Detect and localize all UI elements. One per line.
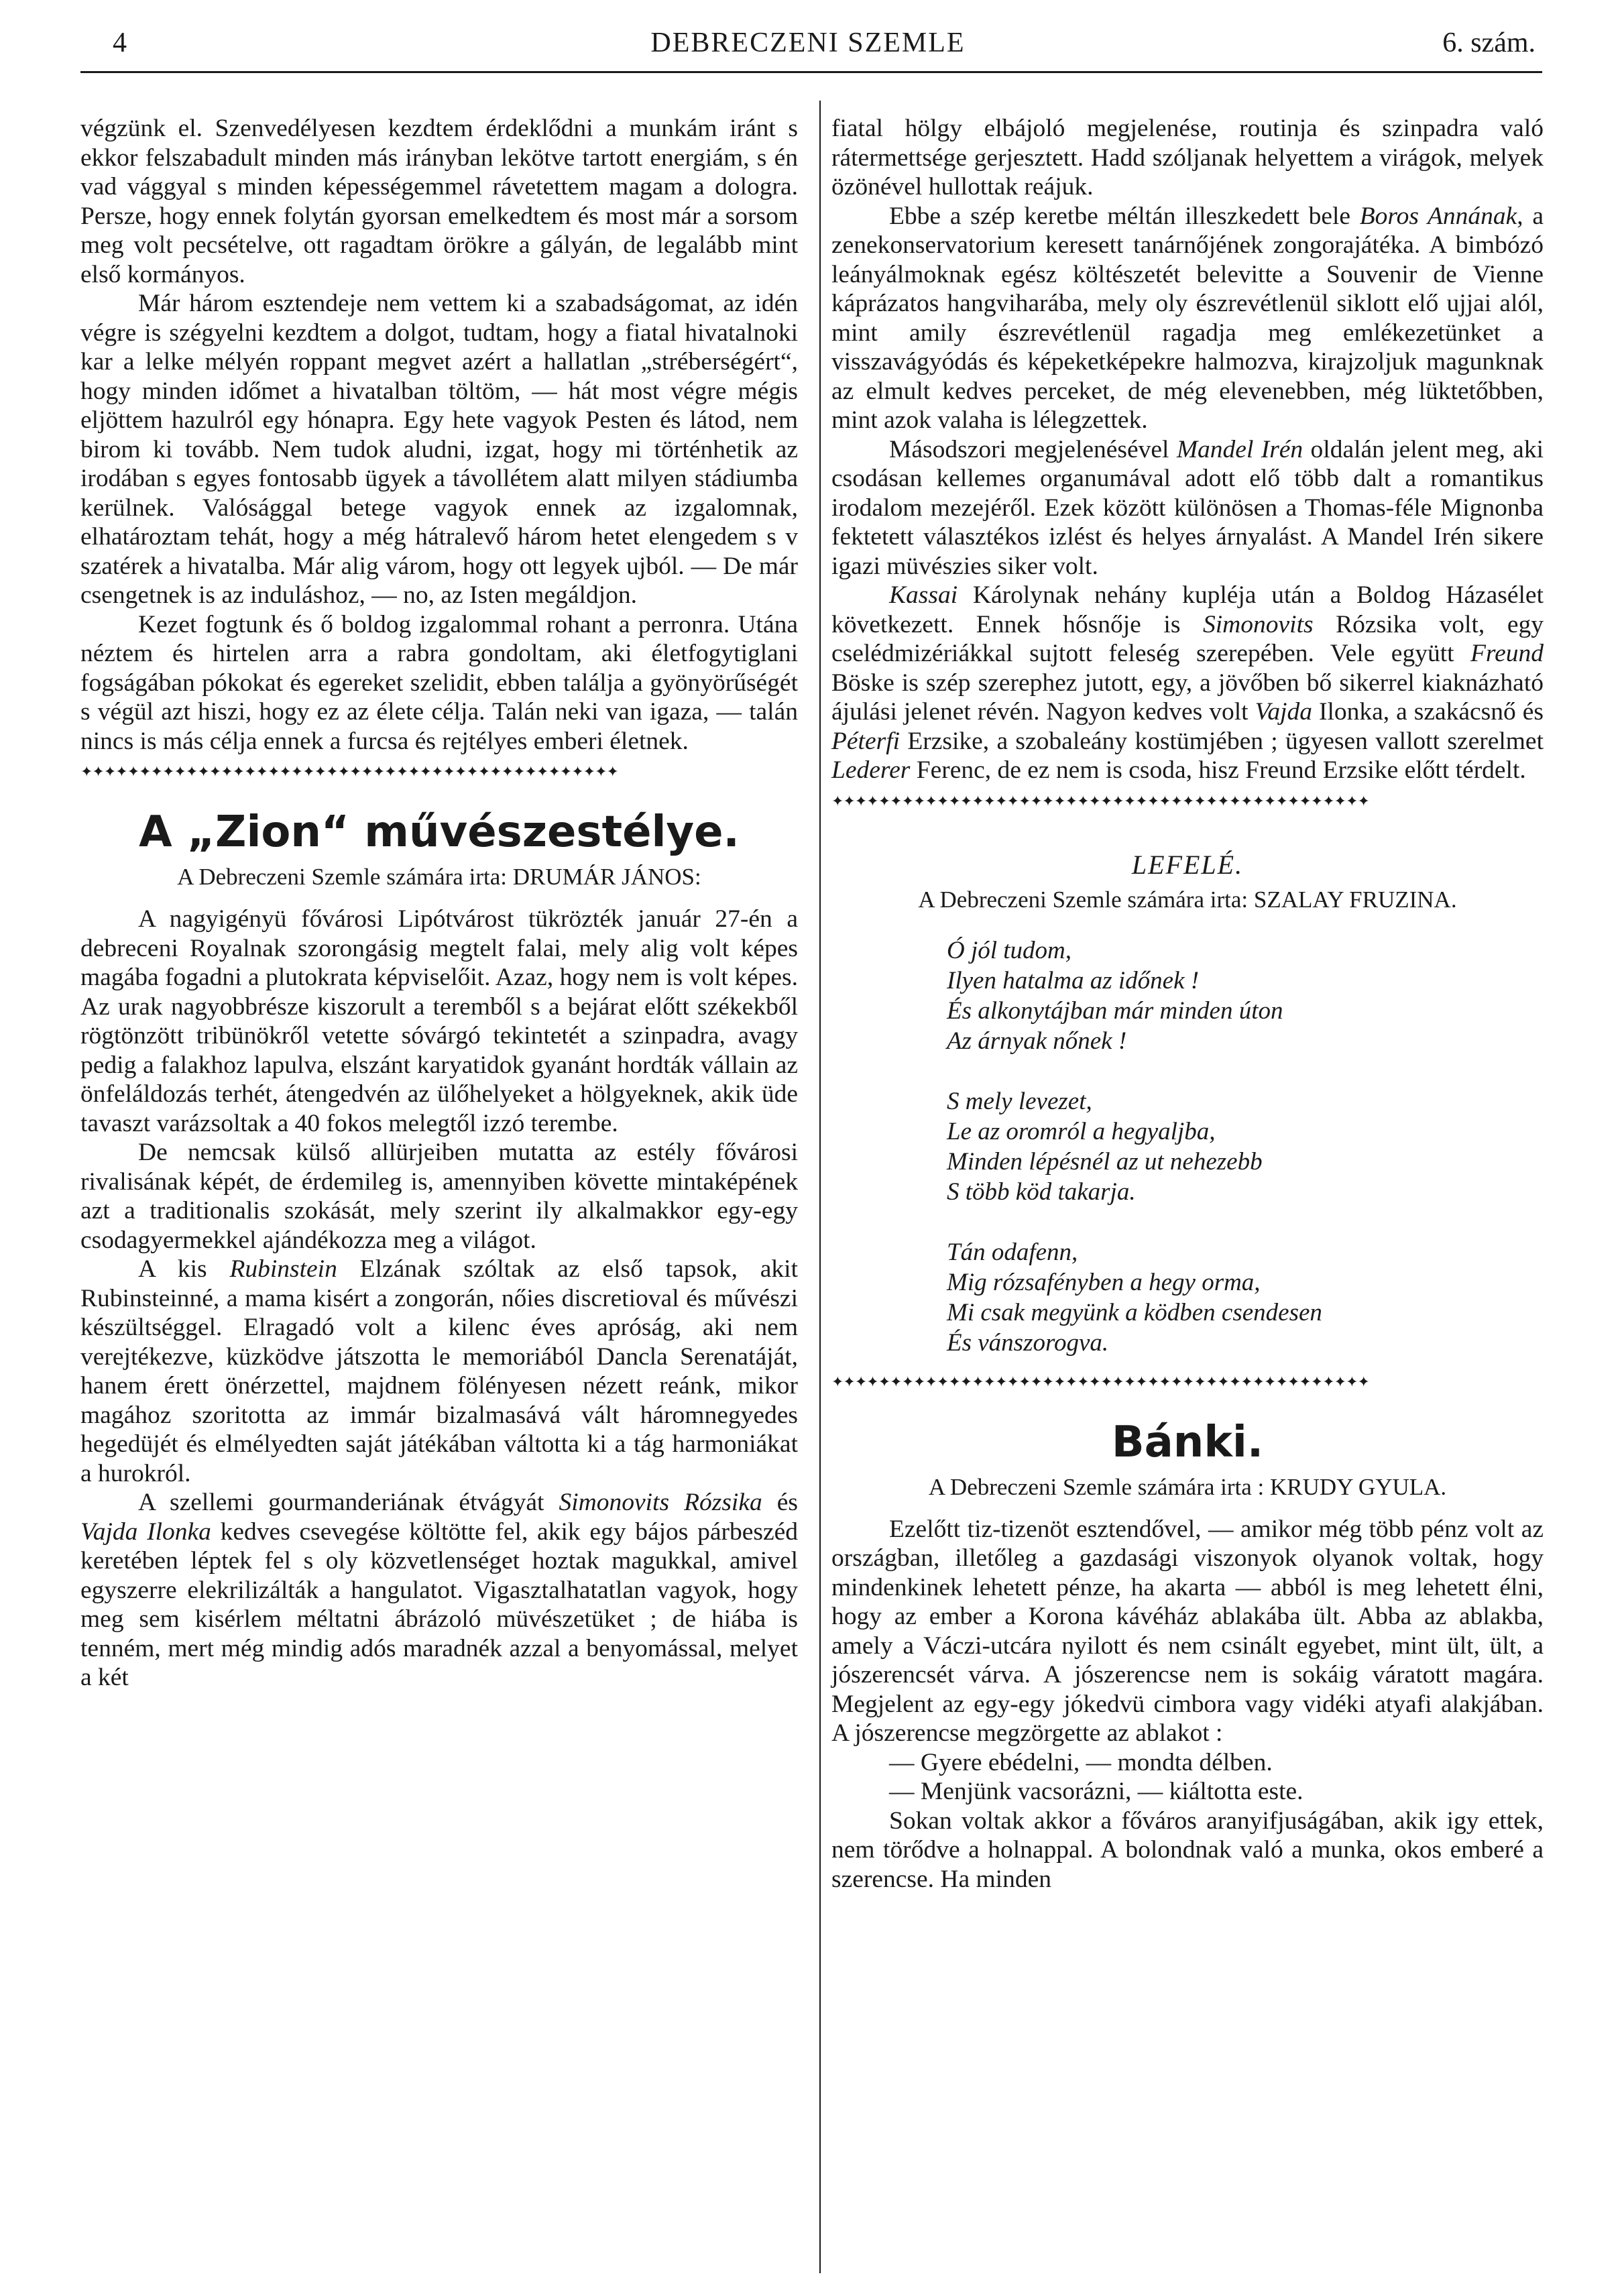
poem-stanza: [947, 1237, 1544, 1358]
poem-line: S mely levezet,: [947, 1087, 1092, 1115]
text-run: Ferenc, de ez nem is csoda, hisz Freund Erzsike előtt térdelt.: [910, 756, 1526, 784]
text-run: Rózsika volt, egy cselédmizériákkal sujtott feleség szerepében. Vele együtt: [831, 610, 1544, 667]
left-column: [80, 114, 798, 1693]
person-name: Péterfi: [831, 727, 901, 755]
article-paragraph: [831, 202, 1544, 435]
ornamental-divider: ✦✦✦✦✦✦✦✦✦✦✦✦✦✦✦✦✦✦✦✦✦✦✦✦✦✦✦✦✦✦✦✦✦✦✦✦✦✦✦✦✦✦✦✦✦✦: [80, 764, 618, 781]
poem-line: És vánszorogva.: [947, 1328, 1109, 1357]
article-paragraph: [831, 435, 1544, 581]
person-name: Simonovits Rózsika: [559, 1489, 762, 1516]
dialogue-line: — Menjünk vacsorázni, — kiáltotta este.: [889, 1778, 1303, 1805]
article-paragraph: Sokan voltak akkor a főváros aranyifjuságában, akik igy ettek, nem törődve a holnappal. A bolondnak való a munka, okos emberé a szerencse. Ha minden: [831, 1807, 1544, 1893]
article-paragraph: [80, 1255, 798, 1488]
text-run: Böske is szép szerephez jutott, egy, a jövőben bő sikerrel kiaknázható ájulási jelenet révén. Nagyon kedves volt: [831, 669, 1544, 726]
article-title: A „Zion“ művészestélye.: [139, 807, 740, 857]
person-name: Freund: [1470, 640, 1544, 667]
article-paragraph: Ezelőtt tiz-tizenöt esztendővel, — amikor még több pénz volt az országban, illetőleg a gazdasági viszonyok olyanok voltak, hogy mindenkinek lehetett pénze, ha akarta — abból is meg lehetett élni, hogy az ember a Korona kávéház ablakába ült. Abba az ablakba, amely a Váczi-utcára nyilott és nem csinált egyebet, mint ült, ült, a jószerencsét várva. A jószerencse nem is sokáig váratott magára. Megjelent az egy-egy jókedvü cimbora vagy vidéki atyafi alakjában. A jószerencse megzörgette az ablakot :: [831, 1515, 1544, 1747]
article-title: Bánki.: [1111, 1417, 1264, 1467]
person-name: Vajda: [1255, 698, 1312, 726]
poem-stanza: [947, 1086, 1544, 1207]
person-name: Lederer: [831, 756, 911, 784]
ornamental-divider: ✦✦✦✦✦✦✦✦✦✦✦✦✦✦✦✦✦✦✦✦✦✦✦✦✦✦✦✦✦✦✦✦✦✦✦✦✦✦✦✦✦✦✦✦✦✦: [831, 1373, 1369, 1391]
poem-line: S több köd takarja.: [947, 1178, 1136, 1206]
poem-byline: A Debreczeni Szemle számára irta: SZALAY FRUZINA.: [918, 886, 1457, 913]
header-rule: [80, 71, 1542, 73]
poem-line: Ilyen hatalma az időnek !: [947, 966, 1200, 994]
person-name: Vajda Ilonka: [80, 1518, 211, 1546]
masthead-title: DEBRECZENI SZEMLE: [650, 27, 966, 58]
issue-number: 6. szám.: [1442, 27, 1535, 58]
article-byline: A Debreczeni Szemle számára irta : KRUDY GYULA.: [928, 1473, 1447, 1500]
person-name: Rubinstein: [229, 1255, 337, 1283]
text-run: A szellemi gourmanderiának étvágyát: [138, 1489, 559, 1516]
poem-line: Le az oromról a hegyaljba,: [947, 1117, 1216, 1145]
dialogue-line: — Gyere ebédelni, — mondta délben.: [889, 1748, 1273, 1776]
text-run: Másodszori megjelenésével: [889, 435, 1177, 463]
poem-title: LEFELÉ.: [1131, 849, 1244, 880]
poem-line: Mig rózsafényben a hegy orma,: [947, 1268, 1261, 1296]
continued-paragraph: Már három esztendeje nem vettem ki a szabadságomat, az idén végre is szégyelni kezdtem a dolgot, tudtam, hogy a fiatal hivatalnoki kar a lelke mélyén roppant megvet azért a hallatlan „stréberségért“, hogy minden időmet a hivatalban töltöm, — hát most végre mégis eljöttem hazulról egy hónapra. Egy hete vagyok Pesten és látod, nem birom ki tovább. Nem tudok aludni, izgat, hogy mi történhetik az irodában s egyes fontosabb ügyek a távollétem alatt milyen stádiumba kerülnek. Valósággal betege vagyok ennek az izgalomnak, elhatároztam tehát, hogy a még hátralevő három hetet elengedem s v szatérek a hivatalba. Már alig várom, hogy ott legyek ujból. — De már csengetnek is az induláshoz, — no, az Isten megáldjon.: [80, 290, 798, 609]
column-rule: [819, 101, 821, 2273]
text-run: oldalán jelent meg, aki csodásan kellemes organumával adott elő több dalt a romantikus irodalom mezejéről. Ezek között különösen a Thomas-féle Mignonba fektetett választékos izlést és helyes árnyalást. A Mandel Irén sikere igazi müvészies siker volt.: [831, 435, 1544, 580]
continued-paragraph: Kezet fogtunk és ő boldog izgalommal rohant a perronra. Utána néztem és hirtelen arra a rabra gondoltam, aki életfogytiglani fogságában pókokat és egereket szelidit, ebben találja a gyönyörűségét s végül azt hiszi, hogy ez az élete célja. Talán neki van igaza, — talán nincs is más célja ennek a furcsa és rejtélyes emberi életnek.: [80, 610, 798, 755]
text-run: Erzsike, a szobaleány kostümjében ; ügyesen vallott szerelmet: [900, 727, 1544, 755]
article-paragraph: A nagyigényü fővárosi Lipótvárost tükrözték január 27-én a debreceni Royalnak szorongásig megtelt falai, mely alig volt képes magába fogadni a plutokrata képviselőit. Azaz, hogy nem is volt képes. Az urak nagyobbrésze kiszorult a teremből s a bejárat előtt székekből rögtönzött tribünökről vetette sóvárgó tekintetét a szinpadra, avagy pedig a falakhoz lapulva, elszánt karyatidok gyanánt hordták vállain az önfeláldozás terhét, átengedvén az ülőhelyeket a hölgyeknek, akik üde tavaszt varázsoltak a 40 fokos melegtől izzó terembe.: [80, 905, 798, 1137]
person-name: Simonovits: [1203, 610, 1314, 638]
text-run: Ebbe a szép keretbe méltán illeszkedett bele: [889, 202, 1360, 230]
continued-paragraph: fiatal hölgy elbájoló megjelenése, routinja és szinpadra való rátermettsége gerjesztett. Hadd szóljanak helyettem a virágok, melyek özönével hullottak reájuk.: [831, 115, 1544, 201]
text-run: Elzának szóltak az első tapsok, akit Rubinsteinné, a mama kisért a zongorán, nőies discretioval és művészi készültséggel. Elragadó volt a kilenc éves apróság, aki nem verejtékezve, küzködve játszotta le memoriából Dancla Serenatáját, hanem érett önérzettel, majdnem fölényesen nézett reánk, mikor magához szoritotta az immár bizalmasává vált háromnegyedes hegedüjét és elmélyedten saját játékában váltotta ki a tág harmoniákat a hurokról.: [80, 1255, 798, 1487]
text-run: Ilonka, a szakácsnő és: [1312, 698, 1544, 726]
poem-line: Az árnyak nőnek !: [947, 1027, 1127, 1055]
poem-line: Mi csak megyünk a ködben csendesen: [947, 1298, 1322, 1326]
person-name: Boros Annának: [1359, 202, 1517, 230]
poem-line: Ó jól tudom,: [947, 936, 1072, 964]
person-name: Mandel Irén: [1176, 435, 1303, 463]
article-paragraph: [80, 1488, 798, 1693]
continued-paragraph: végzünk el. Szenvedélyesen kezdtem érdeklődni a munkám iránt s ekkor felszabadult minden más irányban lekötve tartott energiám, s én vad vággyal s minden képességemmel rávetettem magam a dologra. Persze, hogy ennek folytán gyorsan emelkedtem és most már a sorsom meg volt pecsételve, ott ragadtam örökre a gályán, de legalább mint első kormányos.: [80, 115, 798, 288]
person-name: Kassai: [889, 581, 958, 609]
right-column: [831, 114, 1544, 1894]
poem-stanza: [947, 935, 1544, 1056]
running-header: [80, 27, 1535, 68]
text-run: Károlynak nehány kupléja után a Boldog Házasélet következett. Ennek hősnője is: [831, 581, 1544, 638]
poem-line: Tán odafenn,: [947, 1238, 1078, 1266]
text-run: kedves csevegése költötte fel, akik egy bájos párbeszéd keretében léptek fel s oly közvetlenséget hoztak magukkal, amivel egyszerre elekrilizálták a hangulatot. Vigasztalhatatlan vagyok, hogy meg sem kisérlem méltatni ábrázoló müvészetüket ; de hiába is tenném, mert még mindig adós maradnék azzal a benyomással, melyet a két: [80, 1518, 798, 1691]
ornamental-divider: ✦✦✦✦✦✦✦✦✦✦✦✦✦✦✦✦✦✦✦✦✦✦✦✦✦✦✦✦✦✦✦✦✦✦✦✦✦✦✦✦✦✦✦✦✦✦: [831, 793, 1369, 810]
article-byline: A Debreczeni Szemle számára irta: DRUMÁR JÁNOS:: [177, 864, 701, 890]
text-run: , a zenekonservatorium keresett tanárnőjének zongorajátéka. A bimbózó leányálmoknak egész költészetét belevitte a Souvenir de Vienne káprázatos hangviharába, mely oly észrevétlenül siklott elő ujjai alól, mint amily észrevétlenül ragadja meg emlékezetünket a visszavágyódás és képeketképekre halmozva, kirajzoljuk magunknak az elmult kedves perceket, de még elevenebben, még lüktetőbben, mint azok valaha is lélegzettek.: [831, 202, 1544, 434]
poem-body: [947, 935, 1544, 1358]
text-run: A kis: [138, 1255, 230, 1283]
poem-line: És alkonytájban már minden úton: [947, 996, 1283, 1025]
article-paragraph: [831, 581, 1544, 785]
article-paragraph: De nemcsak külső allürjeiben mutatta az estély fővárosi rivalisának képét, de érdemileg is, amennyiben követte mintaképének azt a traditionalis szokását, mely szerint ily alkalmakkor egy-egy csodagyermekkel ajándékozza meg a világot.: [80, 1139, 798, 1254]
poem-line: Minden lépésnél az ut nehezebb: [947, 1147, 1263, 1176]
text-run: és: [762, 1489, 798, 1516]
page-number: 4: [113, 27, 127, 58]
